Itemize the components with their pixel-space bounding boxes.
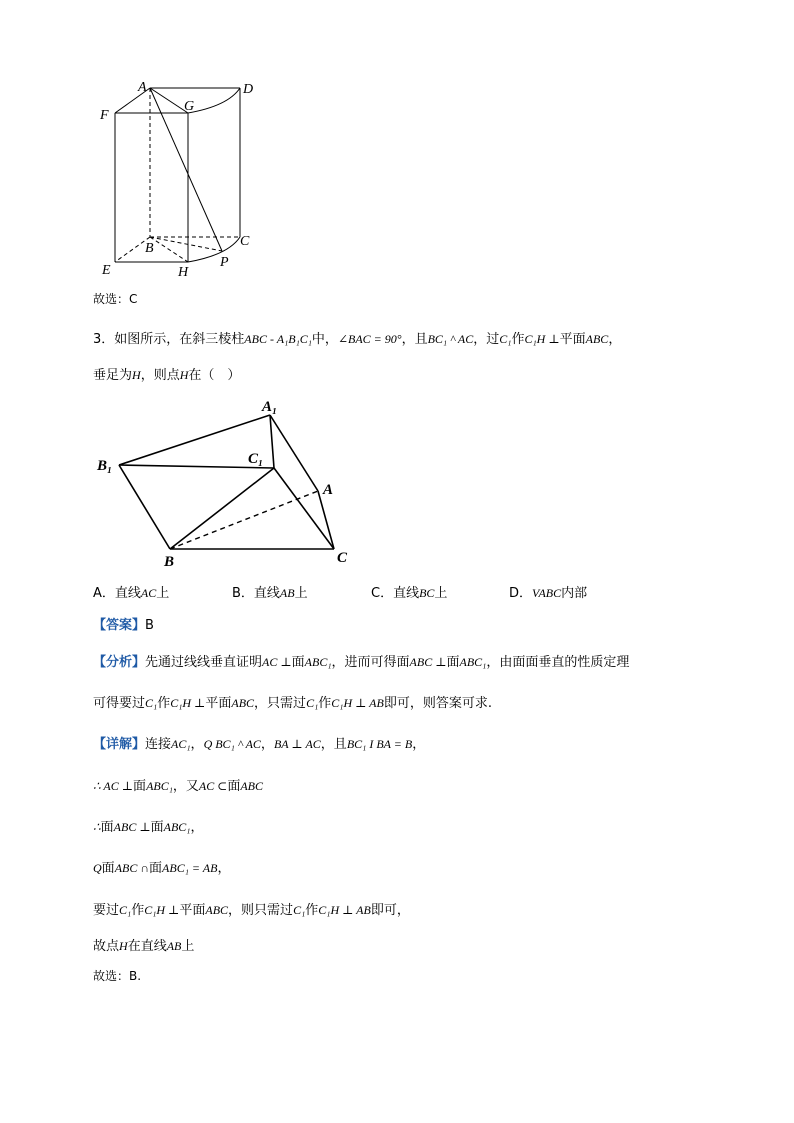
math: ABC ∩: [114, 861, 150, 875]
label-B: B: [145, 241, 154, 256]
math: ABC: [585, 332, 609, 346]
label-P: P: [220, 255, 229, 270]
text: 作: [305, 903, 319, 918]
math: ABC - A₁B₁C₁: [244, 332, 312, 346]
text: 面: [291, 655, 305, 670]
option-text: 上: [156, 586, 170, 601]
text: 在直线: [127, 939, 167, 954]
detail-line-3: [93, 816, 203, 835]
question-text: 作: [511, 332, 525, 347]
question-text: ，则点: [140, 368, 180, 383]
math: ABC₁: [459, 655, 487, 669]
math: C₁H ⊥ AB: [318, 903, 371, 917]
math: H: [179, 368, 189, 382]
text: 作: [131, 903, 145, 918]
question-text: 在（ ）: [188, 368, 241, 383]
question-line-2: [93, 364, 240, 383]
math: C₁: [293, 903, 306, 917]
math: AB: [279, 586, 295, 600]
text: 面: [149, 861, 163, 876]
text: 连接: [145, 737, 172, 752]
text: 面: [446, 655, 460, 670]
math: Q: [93, 861, 102, 875]
math: C₁: [499, 332, 512, 346]
detail-line-5: [93, 899, 410, 918]
math: C₁H ⊥: [170, 696, 206, 710]
question-text: ，且: [401, 332, 428, 347]
question-text: 中，: [311, 332, 338, 347]
text: 平面: [205, 696, 232, 711]
math: BC₁ I BA = B: [346, 737, 413, 751]
analysis-tag: 【分析】: [93, 655, 146, 670]
math: BC₁ ^ AC: [427, 332, 474, 346]
option-text: 内部: [561, 586, 588, 601]
math: BC: [419, 586, 435, 600]
text: 面: [150, 820, 164, 835]
math: ABC₁: [163, 820, 191, 834]
label-C1: C₁: [248, 451, 264, 467]
text: ，由面面垂直的性质定理: [486, 655, 630, 670]
label-D: D: [243, 82, 254, 97]
text: ，进而可得面: [331, 655, 410, 670]
math: C₁H ⊥: [524, 332, 560, 346]
label-B1: B₁: [97, 458, 113, 474]
question-text: 平面: [559, 332, 586, 347]
text: 面: [101, 861, 115, 876]
text: 即可，: [370, 903, 410, 918]
text: 面: [133, 779, 147, 794]
text: 先通过线线垂直证明: [145, 655, 263, 670]
math: ABC₁: [146, 779, 173, 793]
label-A1: A₁: [262, 399, 278, 415]
option-text: C．直线: [371, 586, 420, 601]
text: ，又: [172, 779, 199, 794]
math: ABC: [205, 903, 229, 917]
math: AC₁: [171, 737, 191, 751]
math: AB: [166, 939, 182, 953]
figure-cylinder-prism: [95, 75, 265, 285]
math: AC ⊥: [262, 655, 292, 669]
text: ，: [190, 820, 204, 835]
option-b: [232, 582, 308, 601]
question-text: 如图所示，在斜三棱柱: [114, 332, 245, 347]
option-text: A．直线: [93, 586, 141, 601]
label-H: H: [178, 265, 189, 280]
label-C: C: [337, 550, 348, 566]
text: 上: [181, 939, 195, 954]
text: 平面: [179, 903, 206, 918]
text: 即可，则答案可求.: [383, 696, 492, 711]
detail-line-2: [93, 775, 263, 794]
detail-line-4: [93, 857, 230, 876]
math: ABC ⊥: [409, 655, 447, 669]
question-text: ，: [608, 332, 622, 347]
detail-tag: 【详解】: [93, 737, 146, 752]
answer-tag: 【答案】: [93, 618, 146, 633]
text: 作: [157, 696, 171, 711]
option-text: 上: [434, 586, 448, 601]
math: AC ⊂: [198, 779, 228, 793]
text: 可得要过: [93, 696, 146, 711]
math: H: [132, 368, 141, 382]
text: ，: [412, 737, 426, 752]
detail-line-1: [93, 733, 425, 752]
text: ，: [190, 737, 204, 752]
label-A: A: [323, 482, 334, 498]
label-G: G: [184, 99, 195, 114]
question-text: 垂足为: [93, 368, 133, 383]
math: C₁H ⊥ AB: [331, 696, 384, 710]
text: 作: [318, 696, 332, 711]
text: ，只需过: [254, 696, 307, 711]
analysis-line-2: [93, 692, 492, 711]
analysis-line-1: [93, 651, 629, 670]
option-text: 上: [294, 586, 308, 601]
text: ，且: [320, 737, 347, 752]
math: BA ⊥ AC: [273, 737, 321, 751]
math: ABC: [231, 696, 255, 710]
math: ∴ AC ⊥: [93, 779, 134, 793]
text: ，: [260, 737, 274, 752]
math: ABC₁ = AB: [162, 861, 218, 875]
math: ∠BAC = 90°: [337, 332, 402, 346]
math: ABC: [240, 779, 263, 793]
option-a: [93, 582, 169, 601]
question-line-1: [93, 328, 621, 347]
detail-line-7: 故选：B.: [93, 969, 142, 983]
option-text: B．直线: [232, 586, 280, 601]
question-text: ，过: [473, 332, 500, 347]
label-A: A: [138, 80, 147, 95]
label-E: E: [102, 263, 111, 278]
option-d: [509, 582, 587, 601]
text: 面: [100, 820, 114, 835]
label-C: C: [240, 234, 250, 249]
prev-answer-line: 故选：C: [93, 292, 138, 306]
text: ，: [217, 861, 231, 876]
answer-line: [93, 614, 154, 633]
answer-value: B: [145, 618, 154, 633]
math: C₁: [119, 903, 132, 917]
math: ABC₁: [304, 655, 332, 669]
detail-line-6: [93, 935, 194, 954]
text: 故点: [93, 939, 120, 954]
figure-oblique-prism: [95, 395, 360, 570]
math: AC: [140, 586, 157, 600]
math: ∴: [93, 820, 101, 834]
text: ，则只需过: [228, 903, 294, 918]
math: ABC ⊥: [113, 820, 151, 834]
math: VABC: [532, 586, 562, 600]
option-text: D．: [509, 586, 533, 601]
math: Q BC₁ ^ AC: [203, 737, 261, 751]
text: 要过: [93, 903, 120, 918]
text: 面: [227, 779, 241, 794]
math: C₁: [145, 696, 158, 710]
math: C₁: [306, 696, 319, 710]
label-B: B: [164, 554, 175, 570]
option-c: [371, 582, 447, 601]
math: C₁H ⊥: [144, 903, 180, 917]
question-number: 3．: [93, 332, 115, 347]
label-F: F: [100, 108, 109, 123]
math: H: [119, 939, 128, 953]
